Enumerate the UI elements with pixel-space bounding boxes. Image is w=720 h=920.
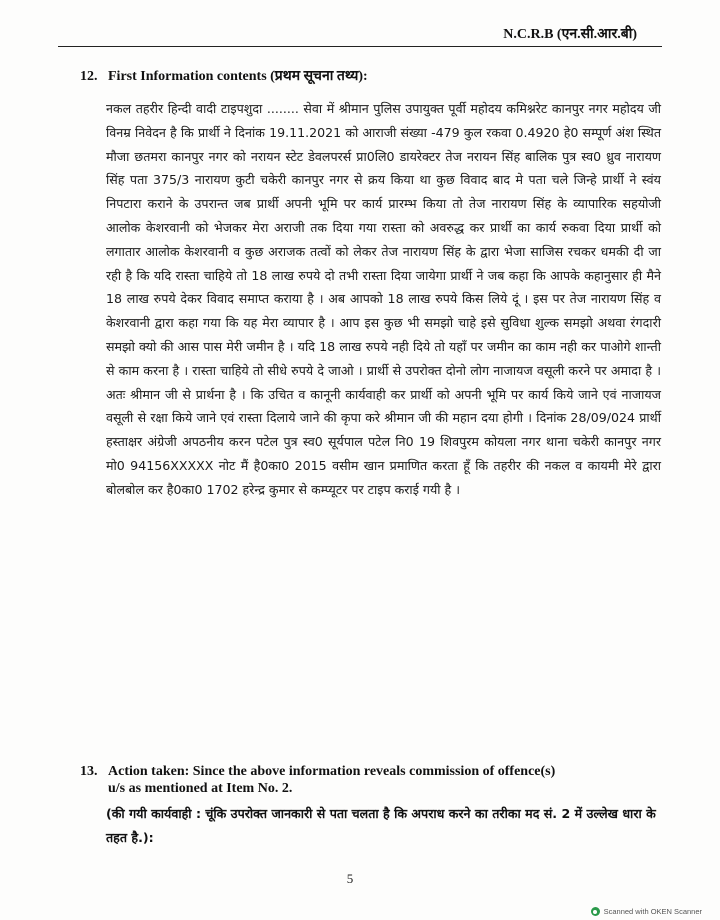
scanner-watermark — [591, 907, 702, 916]
header-divider — [58, 46, 662, 47]
section-12-number: 12. — [80, 69, 98, 84]
scanner-logo-icon — [591, 907, 600, 916]
section-13-title-line2: u/s as mentioned at Item No. 2. — [108, 781, 293, 796]
section-13-number: 13. — [80, 764, 98, 779]
first-information-body: नकल तहरीर हिन्दी वादी टाइपशुदा ........ सेवा में श्रीमान पुलिस उपायुक्त पूर्वी महोदय कमिश्नरेट कानपुर नगर महोदय जी विनम्र निवेदन है कि प्रार्थी ने दिनांक 19.11.2021 को आराजी संख्या -479 कुल रकवा 0.4920 हे0 सम्पूर्ण अंश स्थित मौजा छतमरा कानपुर नगर को नरायन स्टेट डेवलपरर्स प्रा0लि0 डायरेक्टर तेज नरायन सिंह बालिक पुत्र स्व0 ध्रुव नारायण सिंह पता 375/3 नारायण कुटी चकेरी कानपुर नगर से क्रय किया था कुछ विवाद बाद मे पता चले जिन्हे प्रार्थी ने स्वंय निपटारा कराने के उपरान्त जब प्रार्थी अपनी भूमि पर कार्य प्रारम्भ किया तो तेज नारायण सिंह के व्यापारिक सहयोजी आलोक केशरवानी को भेजकर मेरा अराजी तक दिया गया रास्ता को अवरुद्ध कर प्रार्थी का कार्य रुकवा दिया प्रार्थी को लगातार आलोक केशरवानी व कुछ अराजक तत्वों को लेकर तेज नारायण सिंह के द्वारा भेजा साजिस रचकर धमकी दी जा रही है कि यदि रास्ता चाहिये तो 18 लाख रुपये दो तभी रास्ता दिया जायेगा प्रार्थी ने जब कहा कि आपके कहानुसार ही मैने 18 लाख रुपये देकर विवाद समाप्त कराया है । अब आपको 18 लाख रुपये किस लिये दूं । इस पर तेज नारायण सिंह व केशरवानी द्वारा कहा गया कि यह मेरा व्यापार है । आप इस कुछ भी समझो चाहे इसे सुविधा शुल्क समझो अथवा रंगदारी समझो क्यो की आस पास मेरी जमीन है । यदि 18 लाख रुपये नही दिये तो यहाँ पर जमीन का काम नही कर पाओगे शान्ती से काम करना है । रास्ता चाहिये तो सीधे रुपये दे जाओ । प्रार्थी से उपरोक्त दोनो लोग नाजायज वसूली करने पर अमादा है । अतः श्रीमान जी से प्रार्थना है । कि उचित व कानूनी कार्यवाही कर प्रार्थी को अपनी भूमि पर कार्य किये जाने एवं नाजायज वसूली से रक्षा किये जाने एवं रास्ता दिलाये जाने की कृपा करे श्रीमान जी की महान दया होगी । दिनांक 28/09/024 प्रार्थी हस्ताक्षर अंग्रेजी अपठनीय करन पटेल पुत्र स्व0 सूर्यपाल पटेल नि0 19 शिवपुरम कोयला नगर थाना चकेरी कानपुर नगर मो0 94156XXXXX नोट मैं है0का0 2015 वसीम खान प्रमाणित करता हूँ कि तहरीर की नकल व कायमी मेरे द्वारा बोलबोल कर है0का0 1702 हरेन्द्र कुमार से कम्प्यूटर पर टाइप कराई गयी है । — [106, 101, 661, 497]
section-13-title-line1: Action taken: Since the above information reveals commission of offence(s) — [108, 764, 556, 779]
section-12-heading — [80, 66, 662, 85]
section-13-heading — [80, 764, 670, 797]
ncrb-header: N.C.R.B (एन.सी.आर.बी) — [503, 27, 637, 42]
watermark-text: Scanned with OKEN Scanner — [603, 907, 702, 916]
action-taken-hindi: (की गयी कार्यवाही : चूंकि उपरोक्त जानकारी से पता चलता है कि अपराध करने का तरीका मद सं. 2 में उल्लेख धारा के तहत है.): — [106, 806, 656, 845]
page-number: 5 — [346, 871, 354, 886]
section-12-title: First Information contents (प्रथम सूचना तथ्य): — [108, 69, 368, 84]
